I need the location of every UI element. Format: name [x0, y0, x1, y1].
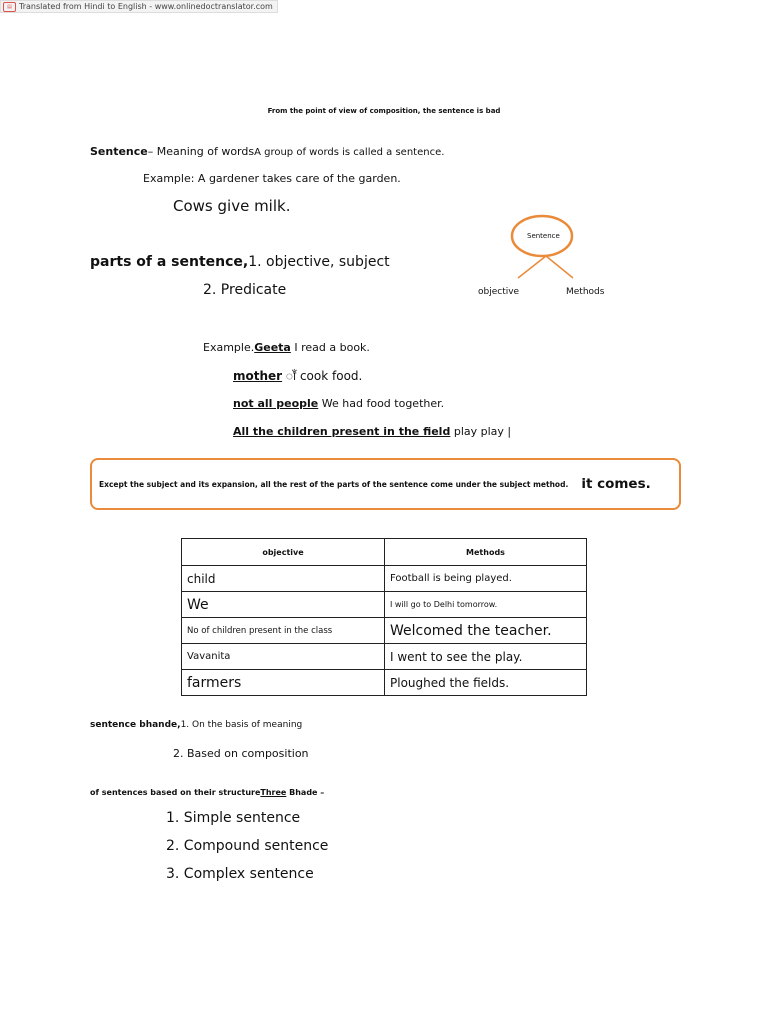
table-cell: I will go to Delhi tomorrow.	[385, 592, 587, 618]
example-item	[233, 367, 362, 384]
table-header-objective: objective	[182, 539, 385, 566]
example-subject: Geeta	[254, 341, 291, 354]
bhande-label: sentence bhande,	[90, 720, 181, 730]
example-rest: I read a book.	[290, 341, 370, 354]
note-text: Except the subject and its expansion, all the rest of the parts of the sentence come under the subject method.	[99, 479, 569, 489]
example-rest: We had food together.	[318, 397, 445, 410]
table-cell: Football is being played.	[385, 566, 587, 592]
example-line-1: Example: A gardener takes care of the garden.	[143, 172, 401, 185]
table-row	[182, 618, 587, 644]
table-row	[182, 566, 587, 592]
example-line-2: Cows give milk.	[173, 197, 291, 215]
sentence-type-item: 2. Compound sentence	[166, 838, 329, 854]
table-cell: Vavanita	[182, 644, 385, 670]
structure-prefix: of sentences based on their structure	[90, 788, 261, 797]
definition-dash: – Meaning of words	[147, 145, 255, 158]
sentence-type-item: 1. Simple sentence	[166, 810, 301, 826]
diagram-graphic	[470, 212, 630, 312]
example-item	[203, 341, 370, 354]
table-cell: We	[182, 592, 385, 618]
diagram-left-label: objective	[478, 287, 520, 297]
table-cell: I went to see the play.	[385, 644, 587, 670]
parts-item-1: 1. objective, subject	[248, 254, 390, 270]
parts-heading-line	[90, 254, 390, 270]
example-subject: mother	[233, 369, 283, 383]
table-cell: No of children present in the class	[182, 618, 385, 644]
sentence-type-item: 3. Complex sentence	[166, 866, 314, 882]
table-header-row	[182, 539, 587, 566]
note-box	[90, 458, 681, 510]
bhande-item-1: 1. On the basis of meaning	[180, 720, 303, 730]
table-header-methods: Methods	[385, 539, 587, 566]
note-emphasis: it comes.	[581, 476, 651, 492]
translator-banner[interactable]	[0, 0, 278, 13]
table-row	[182, 670, 587, 696]
diagram-left-line	[518, 256, 546, 278]
subject-predicate-table	[181, 538, 587, 696]
table-cell: Welcomed the teacher.	[385, 618, 587, 644]
example-prefix: Example.	[203, 341, 255, 354]
sentence-diagram	[470, 212, 630, 312]
bhande-line	[90, 720, 302, 730]
diagram-right-label: Methods	[566, 287, 605, 297]
table-cell: child	[182, 566, 385, 592]
table-row	[182, 644, 587, 670]
parts-item-2: 2. Predicate	[203, 282, 287, 298]
diagram-center-label: Sentence	[527, 232, 560, 240]
pdf-icon: ▤	[3, 2, 16, 12]
example-subject: not all people	[233, 397, 319, 410]
banner-text: Translated from Hindi to English - www.onlinedoctranslator.com	[19, 2, 273, 11]
bhande-item-2: 2. Based on composition	[173, 747, 309, 760]
example-rest: ाँ cook food.	[282, 369, 363, 383]
structure-word: Three	[260, 788, 287, 797]
diagram-right-line	[546, 256, 573, 278]
structure-line	[90, 788, 324, 797]
definition-term: Sentence	[90, 145, 148, 158]
example-subject: All the children present in the field	[233, 425, 451, 438]
example-rest: play play |	[450, 425, 512, 438]
example-item	[233, 425, 511, 438]
parts-heading: parts of a sentence,	[90, 254, 249, 270]
table-cell: Ploughed the fields.	[385, 670, 587, 696]
table-cell: farmers	[182, 670, 385, 696]
example-item	[233, 397, 444, 410]
page-title: From the point of view of composition, the sentence is bad	[267, 107, 501, 115]
table-row	[182, 592, 587, 618]
definition-line	[90, 145, 444, 158]
definition-text: A group of words is called a sentence.	[254, 147, 445, 158]
structure-suffix: Bhade –	[286, 788, 325, 797]
